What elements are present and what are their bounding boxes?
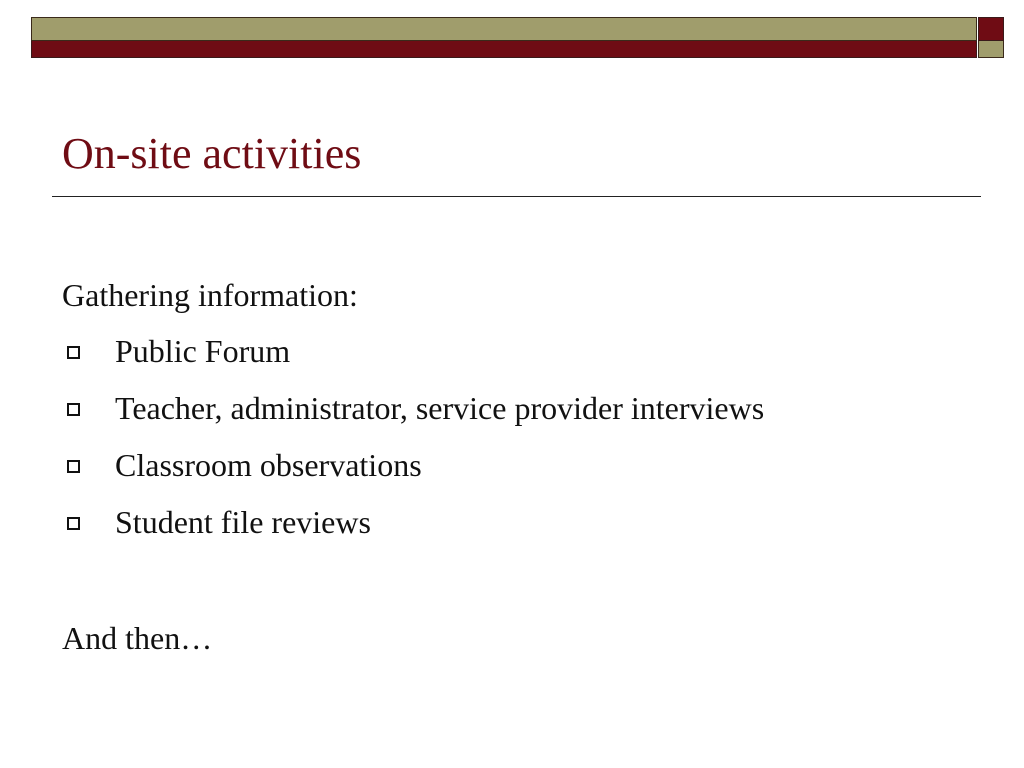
hollow-square-bullet-icon: [67, 346, 80, 359]
hollow-square-bullet-icon: [67, 460, 80, 473]
header-band-olive: [31, 17, 977, 41]
hollow-square-bullet-icon: [67, 517, 80, 530]
bullet-label: Student file reviews: [115, 504, 371, 540]
slide-title: On-site activities: [62, 129, 362, 178]
header-corner-square-olive: [978, 41, 1004, 58]
bullet-label: Public Forum: [115, 333, 291, 369]
intro-text: Gathering information:: [62, 277, 358, 313]
title-divider: [52, 196, 981, 197]
closing-text: And then…: [62, 620, 213, 656]
hollow-square-bullet-icon: [67, 403, 80, 416]
header-corner-square-maroon: [978, 17, 1004, 41]
bullet-label: Teacher, administrator, service provider interviews: [115, 390, 765, 426]
header-band-maroon: [31, 41, 977, 58]
bullet-label: Classroom observations: [115, 447, 422, 483]
